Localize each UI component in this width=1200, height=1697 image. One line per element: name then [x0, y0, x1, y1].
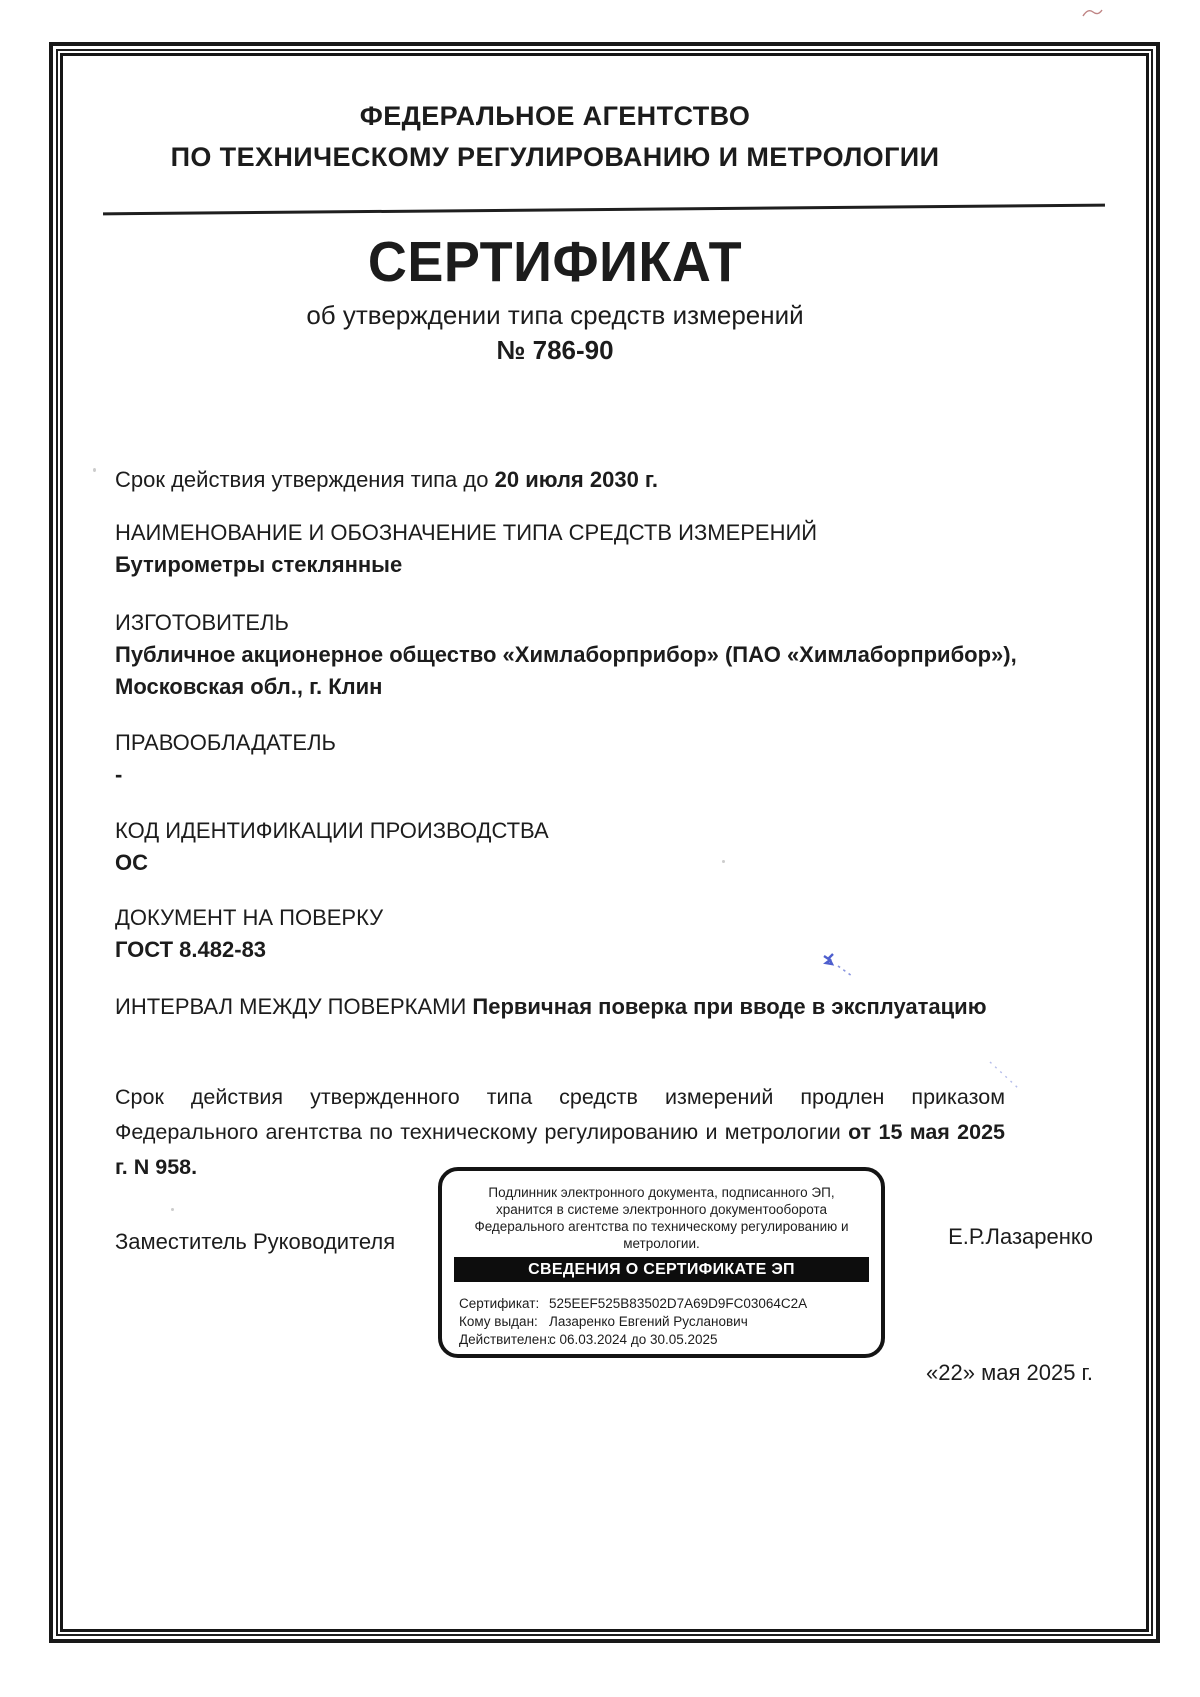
stamp-field-certificate-label: Сертификат: [459, 1296, 540, 1311]
section-verification-document-label: ДОКУМЕНТ НА ПОВЕРКУ [115, 905, 384, 930]
validity-line [115, 464, 658, 496]
interval-label: ИНТЕРВАЛ МЕЖДУ ПОВЕРКАМИ [115, 994, 467, 1019]
section-type-name-label: НАИМЕНОВАНИЕ И ОБОЗНАЧЕНИЕ ТИПА СРЕДСТВ ИЗМЕРЕНИЙ [115, 520, 818, 545]
stamp-description-line2: хранится в системе электронного документооборота [495, 1202, 828, 1217]
doc-number: № 786-90 [496, 335, 614, 365]
section-verification-document-value: ГОСТ 8.482-83 [115, 937, 267, 962]
interval-line [115, 991, 987, 1023]
validity-text: Срок действия утверждения типа до [115, 467, 489, 492]
agency-line-2: ПО ТЕХНИЧЕСКОМУ РЕГУЛИРОВАНИЮ И МЕТРОЛОГИИ [170, 142, 940, 172]
agency-line-1: ФЕДЕРАЛЬНОЕ АГЕНТСТВО [359, 101, 751, 131]
signature-title: Заместитель Руководителя [115, 1229, 396, 1254]
section-manufacturer-label: ИЗГОТОВИТЕЛЬ [115, 610, 289, 635]
doc-title: СЕРТИФИКАТ [367, 231, 743, 294]
extension-value: от 15 мая 2025 г. N 958. [115, 1120, 1005, 1179]
signature-name: Е.Р.Лазаренко [948, 1224, 1093, 1249]
section-type-name [115, 516, 817, 581]
stamp-fields [459, 1295, 873, 1349]
scan-speck [722, 860, 725, 863]
section-manufacturer [115, 606, 1017, 703]
stamp-field-issued-to-label: Кому выдан: [459, 1314, 538, 1329]
section-production-code [115, 814, 549, 879]
section-verification-document [115, 901, 383, 966]
stamp-description-line3: Федерального агентства по техническому регулированию и [474, 1219, 849, 1234]
section-rights-holder-label: ПРАВООБЛАДАТЕЛЬ [115, 730, 336, 755]
stamp-field-valid [459, 1331, 873, 1349]
scan-speck [171, 1208, 174, 1211]
extension-text: Срок действия утвержденного типа средств измерений продлен приказом Федерального агентства по техническому регулированию и метрологии [115, 1085, 1005, 1144]
stamp-description [442, 1184, 881, 1252]
blue-ink-mark [818, 946, 858, 982]
validity-value: 20 июля 2030 г. [494, 467, 659, 492]
section-production-code-value: ОС [115, 850, 148, 875]
issue-date: «22» мая 2025 г. [926, 1360, 1093, 1385]
stamp-description-line4: метрологии. [623, 1236, 700, 1251]
section-manufacturer-value-line2: Московская обл., г. Клин [115, 674, 383, 699]
stamp-field-issued-to [459, 1313, 873, 1331]
section-manufacturer-value-line1: Публичное акционерное общество «Химлаборприбор» (ПАО «Химлаборприбор»), [115, 642, 1017, 667]
section-production-code-label: КОД ИДЕНТИФИКАЦИИ ПРОИЗВОДСТВА [115, 818, 549, 843]
doc-subtitle: об утверждении типа средств измерений [306, 300, 804, 330]
section-rights-holder-value: - [115, 762, 123, 787]
section-rights-holder [115, 726, 336, 791]
agency-name [105, 96, 1005, 178]
stamp-field-certificate [459, 1295, 873, 1313]
section-type-name-value: Бутирометры стеклянные [115, 552, 403, 577]
interval-value: Первичная поверка при вводе в эксплуатацию [472, 994, 987, 1019]
stamp-field-valid-value: с 06.03.2024 до 30.05.2025 [549, 1332, 718, 1347]
scan-speck [93, 468, 96, 472]
esign-stamp [438, 1167, 885, 1358]
blue-ink-streak [986, 1058, 1024, 1094]
stamp-field-certificate-value: 525EEF525B83502D7A69D9FC03064C2A [549, 1296, 808, 1311]
stamp-field-valid-label: Действителен: [459, 1332, 551, 1347]
stamp-description-line1: Подлинник электронного документа, подписанного ЭП, [488, 1185, 835, 1200]
stamp-banner: СВЕДЕНИЯ О СЕРТИФИКАТЕ ЭП [454, 1257, 869, 1282]
stamp-field-issued-to-value: Лазаренко Евгений Русланович [549, 1314, 748, 1329]
scan-speck-top [1080, 4, 1106, 22]
